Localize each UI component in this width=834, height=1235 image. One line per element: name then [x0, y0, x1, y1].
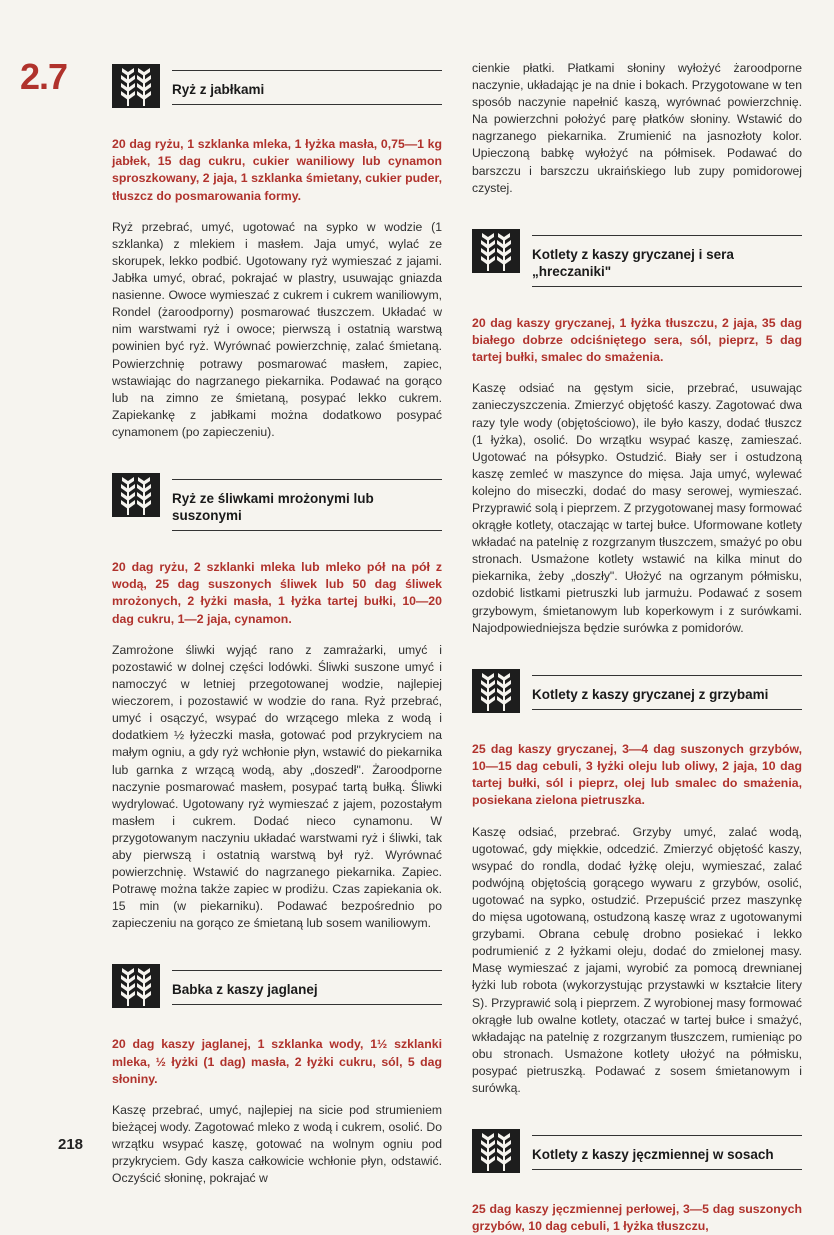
wheat-icon [472, 669, 520, 713]
recipe-instructions: Ryż przebrać, umyć, ugotować na sypko w wodzie (1 szklanka) z mlekiem i masłem. Jaja umyć, wylać ze skorupek, lekko podbić. Ugotowany ryż wymieszać z jajami. Jabłka umyć, obrać, pokrajać w plastry, usuwając gniazda nasienne. Owoce wymieszać z cukrem i cukrem waniliowym, Rondel (żaroodporny) posmarować tłuszczem. Układać w nim warstwami ryż i owoce; pierwszą i ostatnią warstwą powinien być ryż. Wyrównać powierzchnię, zalać śmietaną. Powierzchnię potrawy posmarować masłem, zapiec, wstawiając do nagrzanego piekarnika. Podawać na gorąco lub na zimno ze śmietaną, posypać lekko cukrem. Zapiekankę z jabłkami można dodatkowo posypać cynamonem (po zapieczeniu). [112, 219, 442, 439]
recipe-hreczaniki [472, 229, 802, 637]
recipe-header [472, 1129, 802, 1173]
recipe-header [112, 964, 442, 1008]
wheat-icon [472, 1129, 520, 1173]
recipe-title: Kotlety z kaszy jęczmiennej w sosach [532, 1147, 774, 1163]
rule [172, 1004, 442, 1005]
wheat-icon [112, 473, 160, 517]
recipe-title: Babka z kaszy jaglanej [172, 982, 318, 998]
recipe-ingredients: 20 dag kaszy jaglanej, 1 szklanka wody, 1½ szklanki mleka, ½ łyżki (1 dag) masła, 2 łyżki cukru, sól, 5 dag słoniny. [112, 1037, 442, 1086]
rule [532, 1169, 802, 1170]
page-number: 218 [58, 1136, 84, 1153]
recipe-ryz-z-jablkami [112, 64, 442, 441]
rule [172, 104, 442, 105]
recipe-kotlety-z-grzybami [472, 669, 802, 1097]
recipe-ingredients: 20 dag ryżu, 2 szklanki mleka lub mleko pół na pół z wodą, 25 dag suszonych śliwek lub 50 dag śliwek mrożonych, 2 łyżki masła, 1 łyżka tartej bułki, 10—20 dag cukru, 1—2 jaja, cynamon. [112, 560, 442, 626]
recipe-ryz-ze-sliwkami [112, 473, 442, 932]
rule [532, 286, 802, 287]
recipe-kotlety-z-kaszy-jeczmiennej [472, 1129, 802, 1235]
recipe-title: Ryż z jabłkami [172, 82, 265, 97]
recipe-header [112, 64, 442, 108]
recipe-instructions: Zamrożone śliwki wyjąć rano z zamrażarki, umyć i pozostawić w dolnej części lodówki. Śliwki suszone umyć i namoczyć w letniej przegotowanej wodzie, najlepiej wieczorem, i pozostawić w wodzie do rana. Ryż przebrać, umyć i osączyć, wsypać do wrzącego mleka z wodą i dodatkiem ½ łyżeczki masła, gotować pod przykryciem na małym ogniu, a gdy ryż wchłonie płyn, wstawić do piekarnika lub garnka z wrzącą wodą, aby „doszedł". Żaroodporne naczynie posmarować masłem, posypać tartą bułką. Śliwki wydrylować. Ugotowany ryż wymieszać z jajem, pozostałym masłem i cukrem. Dodać nieco cynamonu. W przygotowanym naczyniu układać warstwami ryż i śliwki, tak aby pierwszą i ostatnią warstwą był ryż. Wyrównać powierzchnię. Wstawić do nagrzanego piekarnika. Zapiec. Potrawę można także zapiec w prodiżu. Czas zapiekania ok. 15 min (w piekarniku). Podawać bezpośrednio po zapieczeniu na gorąco ze śmietaną lub sosem waniliowym. [112, 642, 442, 931]
recipe-header [112, 473, 442, 531]
right-column [472, 60, 802, 1235]
chapter-number: 2.7 [20, 56, 68, 97]
wheat-icon [112, 64, 160, 108]
recipe-continuation: cienkie płatki. Płatkami słoniny wyłożyć żaroodporne naczynie, układając je na dnie i bokach. Przygotowane w ten sposób naczynie napełnić kaszą, wyrównać powierzchnię. Na powierzchni położyć parę płatków słoniny. Wstawić do nagrzanego piekarnika. Zrumienić na jasnozłoty kolor. Upieczoną babkę wyłożyć na półmisek. Podawać do barszczu i barszczu ukraińskiego lub zupy pomidorowej czystej. [472, 61, 802, 195]
rule [532, 709, 802, 710]
recipe-title: Kotlety z kaszy gryczanej z grzybami [532, 686, 769, 702]
recipe-instructions: Kaszę odsiać, przebrać. Grzyby umyć, zalać wodą, ugotować, gdy miękkie, odcedzić. Zmierzyć objętość kaszy, wsypać do rondla, dodać łyżkę oleju, wymieszać, zalać podwójną objętością gorącego wywaru z grzybów, osolić, ugotować na sypko, ostudzić. Przepuścić przez maszynkę do mięsa ugotowaną, ostudzoną kaszę wraz z ugotowanymi grzybami. Obrana cebulę drobno posiekać i lekko podrumienić z 2 łyżkami oleju, dodać do zmielonej masy. Masę wymieszać z jajami, wyrobić za pomocą drewnianej łyżki lub robota (wykorzystując przystawki w kształcie litery S). Przyprawić solą i pieprzem. Z wyrobionej masy formować okrągłe lub owalne kotlety, otaczać w tartej bułce i smażyć, wkładając na patelnię z rozgrzanym tłuszczem, rumieniąc po obu stronach. Usmażone kotlety ułożyć na półmisku, posypać pietruszką. Podawać z sosem śmietanowym i surówką. [472, 824, 802, 1095]
recipe-instructions: Kaszę odsiać na gęstym sicie, przebrać, usuwając zanieczyszczenia. Zmierzyć objętość kaszy. Zagotować dwa razy tyle wody (objętościowo), ile było kaszy, dodać tłuszcz (1 łyżka), osolić. Do wrzątku wsypać kaszę, zamieszać. Ugotować na półsypko. Ostudzić. Biały ser i ostudzoną kaszę zemleć w maszynce do mięsa. Jaja umyć, wylewać kolejno do miseczki, dodać do masy serowej, wymieszać. Przyprawić solą i pieprzem. Z przygotowanej masy formować okrągłe kotlety, otaczając w tartej bułce. Uformowane kotlety wkładać na patelnię z rozgrzanym tłuszczem, smażyć po obu stronach. Usmażone kotlety wstawić na kilka minut do piekarnika, żeby „doszły". Ułożyć na ogrzanym półmisku, ozdobić listkami pietruszki lub jarmużu. Podawać z sosem grzybowym, śmietanowym lub koperkowym i z surówkami. Najodpowiedniejsza będzie surówka z pomidorów. [472, 381, 802, 635]
recipe-babka-z-kaszy-jaglanej [112, 964, 442, 1187]
recipe-title: Ryż ze śliwkami mrożonymi lub suszonymi [172, 491, 374, 524]
recipe-header [472, 669, 802, 713]
recipe-instructions: Kaszę przebrać, umyć, najlepiej na sicie pod strumieniem bieżącej wody. Zagotować mleko z wodą i cukrem, osolić. Do wrzątku wsypać kaszę, gotować na wolnym ogniu pod przykryciem. Gdy kasza całkowicie wchłonie płyn, odstawić. Oczyścić słoninę, pokrajać w [112, 1103, 442, 1186]
wheat-icon [472, 229, 520, 273]
recipe-header [472, 229, 802, 287]
recipe-ingredients: 25 dag kaszy jęczmiennej perłowej, 3—5 dag suszonych grzybów, 10 dag cebuli, 1 łyżka tłuszczu, [472, 1202, 802, 1234]
recipe-ingredients: 20 dag kaszy gryczanej, 1 łyżka tłuszczu, 2 jaja, 35 dag białego dobrze odciśniętego sera, sól, pieprz, 5 dag tartej bułki, smalec do smażenia. [472, 315, 802, 365]
recipe-ingredients: 20 dag ryżu, 1 szklanka mleka, 1 łyżka masła, 0,75—1 kg jabłek, 15 dag cukru, cukier waniliowy lub cynamon sproszkowany, 2 jaja, 1 szklanka śmietany, cukier puder, tłuszcz do posmarowania formy. [112, 137, 442, 203]
recipe-ingredients: 25 dag kaszy gryczanej, 3—4 dag suszonych grzybów, 10—15 dag cebuli, 3 łyżki oleju lub oliwy, 2 jaja, 10 dag tartej bułki, sól i pieprz, olej lub smalec do smażenia, posiekana zielona pietruszka. [472, 741, 802, 808]
left-column [112, 58, 442, 1188]
recipe-title: Kotlety z kaszy gryczanej i sera „hreczaniki" [532, 246, 734, 279]
wheat-icon [112, 964, 160, 1008]
rule [172, 530, 442, 531]
